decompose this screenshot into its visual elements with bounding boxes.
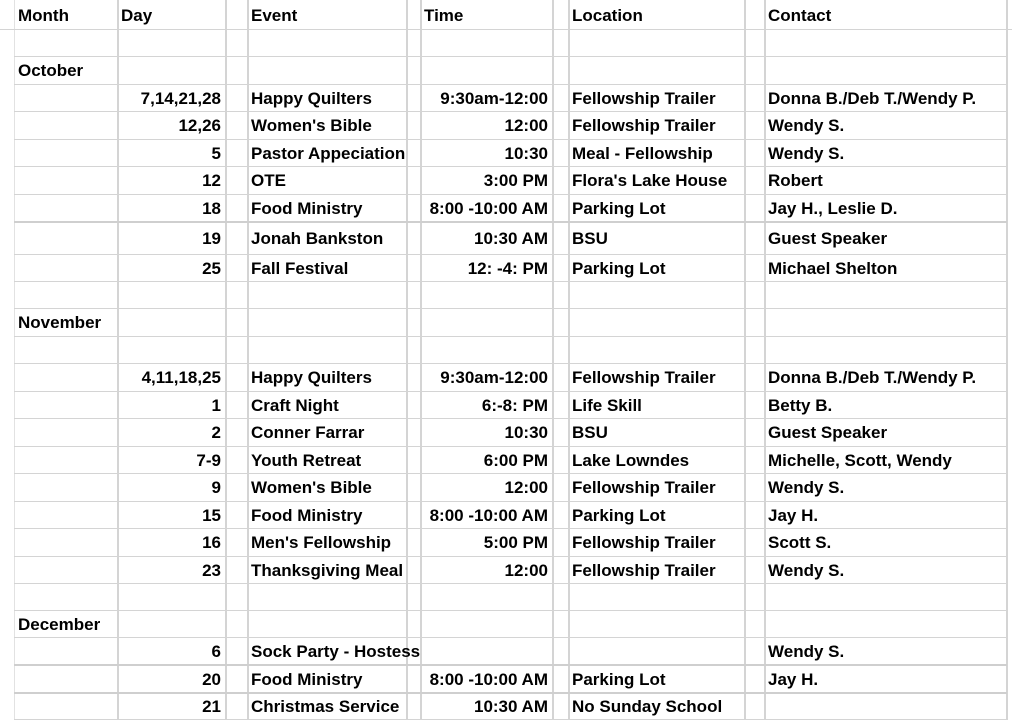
day-cell: 5	[211, 143, 221, 163]
event-cell: Youth Retreat	[251, 450, 362, 470]
contact-cell: Jay H., Leslie D.	[768, 198, 898, 218]
day-cell: 25	[202, 258, 221, 278]
contact-cell: Wendy S.	[768, 143, 845, 163]
day-cell: 7,14,21,28	[140, 88, 221, 108]
contact-cell: Robert	[768, 171, 823, 190]
event-cell: Fall Festival	[251, 258, 349, 278]
day-cell: 12	[202, 171, 221, 190]
time-cell: 8:00 -10:00 AM	[429, 669, 548, 689]
event-row	[0, 255, 1012, 282]
contact-cell: Wendy S.	[768, 560, 845, 580]
location-cell: Lake Lowndes	[572, 450, 690, 470]
contact-cell: Jay H.	[768, 505, 819, 525]
event-cell: Craft Night	[251, 395, 339, 415]
time-cell: 6:00 PM	[483, 450, 548, 470]
contact-cell: Guest Speaker	[768, 229, 888, 248]
event-cell: OTE	[251, 171, 286, 190]
event-row	[0, 666, 1012, 693]
location-cell: Fellowship Trailer	[572, 533, 716, 552]
header-month: Month	[18, 5, 69, 25]
day-cell: 15	[202, 505, 221, 525]
contact-cell: Scott S.	[768, 533, 832, 552]
header-time: Time	[424, 5, 464, 25]
location-cell: Parking Lot	[572, 669, 666, 689]
time-cell: 10:30	[504, 143, 548, 163]
month-row-october	[0, 57, 1012, 85]
event-row	[0, 223, 1012, 255]
time-cell: 12:00	[504, 116, 548, 135]
header-day: Day	[121, 5, 153, 25]
contact-cell	[764, 694, 1006, 720]
event-row	[0, 167, 1012, 195]
gridline	[0, 29, 1012, 30]
contact-cell: Wendy S.	[768, 641, 845, 661]
event-row	[0, 195, 1012, 222]
day-cell: 7-9	[196, 450, 221, 470]
time-cell	[420, 638, 552, 665]
header-location: Location	[572, 5, 643, 25]
event-row	[0, 364, 1012, 392]
contact-cell: Guest Speaker	[768, 423, 888, 442]
header-row	[0, 2, 1012, 29]
event-cell: Men's Fellowship	[251, 533, 392, 552]
event-row	[0, 638, 1012, 665]
event-row	[0, 392, 1012, 419]
event-row	[0, 694, 1012, 720]
time-cell: 5:00 PM	[483, 533, 548, 552]
time-cell: 8:00 -10:00 AM	[429, 505, 548, 525]
event-cell: Happy Quilters	[251, 368, 372, 387]
time-cell: 6:-8: PM	[481, 395, 548, 415]
contact-cell: Wendy S.	[768, 478, 845, 497]
day-cell: 12,26	[178, 116, 221, 135]
event-row	[0, 447, 1012, 474]
location-cell: Parking Lot	[572, 198, 666, 218]
event-cell: Jonah Bankston	[251, 229, 384, 248]
day-cell: 9	[211, 478, 221, 497]
time-cell: 12:00	[504, 560, 548, 580]
day-cell: 21	[202, 697, 221, 716]
day-cell: 23	[202, 560, 221, 580]
event-cell: Women's Bible	[251, 478, 372, 497]
day-cell: 6	[211, 641, 221, 661]
location-cell: BSU	[572, 423, 608, 442]
event-cell: Pastor Appeciation	[251, 143, 406, 163]
location-cell	[568, 638, 744, 665]
location-cell: Parking Lot	[572, 258, 666, 278]
month-label: December	[18, 614, 101, 634]
month-label: October	[18, 61, 84, 80]
location-cell: Fellowship Trailer	[572, 116, 716, 135]
time-cell: 10:30 AM	[473, 697, 548, 716]
day-cell: 1	[211, 395, 221, 415]
time-cell: 3:00 PM	[483, 171, 548, 190]
time-cell: 8:00 -10:00 AM	[429, 198, 548, 218]
time-cell: 10:30 AM	[473, 229, 548, 248]
time-cell: 9:30am-12:00	[440, 368, 548, 387]
location-cell: Fellowship Trailer	[572, 478, 716, 497]
location-cell: Meal - Fellowship	[572, 143, 713, 163]
contact-cell: Jay H.	[768, 669, 819, 689]
event-cell: Thanksgiving Meal	[251, 560, 404, 580]
time-cell: 10:30	[504, 423, 548, 442]
time-cell: 12:00	[504, 478, 548, 497]
event-row	[0, 557, 1012, 584]
time-cell: 12: -4: PM	[467, 258, 548, 278]
month-row-december	[0, 611, 1012, 638]
location-cell: Life Skill	[572, 395, 642, 415]
event-cell: Food Ministry	[251, 505, 363, 525]
month-row-november	[0, 309, 1012, 337]
event-row	[0, 85, 1012, 112]
event-cell: Sock Party - Hostess	[251, 641, 421, 661]
event-cell: Happy Quilters	[251, 88, 372, 108]
location-cell: No Sunday School	[572, 697, 723, 716]
header-contact: Contact	[768, 5, 832, 25]
day-cell: 2	[211, 423, 221, 442]
contact-cell: Wendy S.	[768, 116, 845, 135]
header-event: Event	[251, 5, 298, 25]
event-cell: Food Ministry	[251, 198, 363, 218]
contact-cell: Betty B.	[768, 395, 833, 415]
location-cell: Fellowship Trailer	[572, 560, 716, 580]
location-cell: Parking Lot	[572, 505, 666, 525]
day-cell: 18	[202, 198, 221, 218]
day-cell: 19	[202, 229, 221, 248]
time-cell: 9:30am-12:00	[440, 88, 548, 108]
contact-cell: Donna B./Deb T./Wendy P.	[768, 368, 977, 387]
event-cell: Women's Bible	[251, 116, 372, 135]
contact-cell: Michael Shelton	[768, 258, 898, 278]
event-cell: Christmas Service	[251, 697, 400, 716]
contact-cell: Donna B./Deb T./Wendy P.	[768, 88, 977, 108]
event-row	[0, 529, 1012, 557]
day-cell: 20	[202, 669, 221, 689]
event-cell: Conner Farrar	[251, 423, 365, 442]
event-row	[0, 502, 1012, 529]
month-label: November	[18, 313, 102, 332]
location-cell: Fellowship Trailer	[572, 88, 716, 108]
event-cell: Food Ministry	[251, 669, 363, 689]
event-row	[0, 140, 1012, 167]
day-cell: 4,11,18,25	[141, 368, 221, 387]
location-cell: Flora's Lake House	[572, 171, 728, 190]
location-cell: BSU	[572, 229, 608, 248]
location-cell: Fellowship Trailer	[572, 368, 716, 387]
event-row	[0, 474, 1012, 502]
day-cell: 16	[202, 533, 221, 552]
event-row	[0, 419, 1012, 447]
event-row	[0, 112, 1012, 140]
contact-cell: Michelle, Scott, Wendy	[768, 450, 952, 470]
